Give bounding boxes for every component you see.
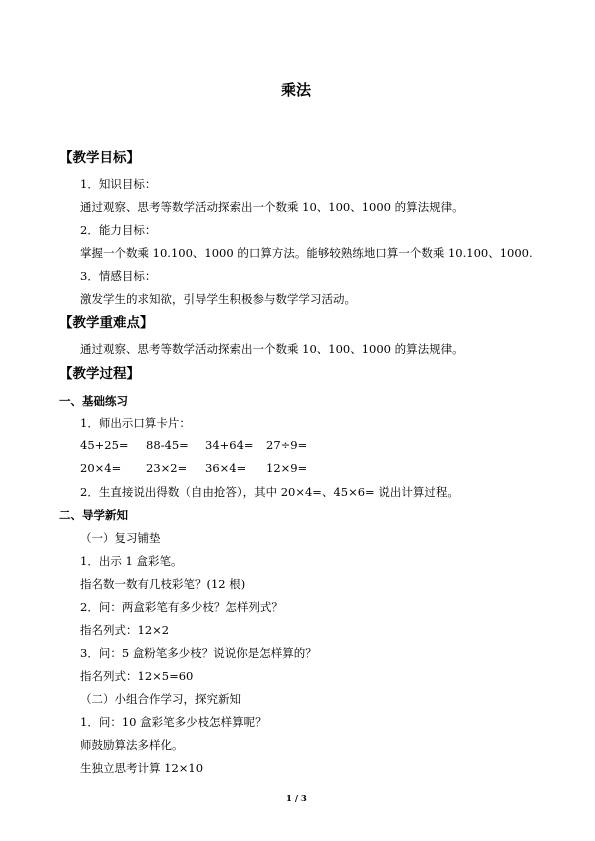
goal-line: 激发学生的求知欲，引导学生积极参与数学学习活动。 (80, 292, 356, 306)
practice-intro: 1．师出示口算卡片： (80, 416, 191, 430)
section-heading-goals: 【教学目标】 (59, 150, 140, 166)
mental-math-card: 45+25= (80, 438, 129, 452)
practice-line: 2．生直接说出得数（自由抢答），其中 20×4=、45×6= 说出计算过程。 (80, 485, 459, 499)
process-line: 师鼓励算法多样化。 (80, 738, 184, 752)
goal-line: 掌握一个数乘 10.100、1000 的口算方法。能够较熟练地口算一个数乘 10.100、1000. (80, 246, 533, 260)
mental-math-card: 27÷9= (266, 438, 308, 452)
page-number: 1 / 3 (286, 794, 307, 804)
process-line: （二）小组合作学习，探究新知 (80, 692, 241, 706)
section-heading-process: 【教学过程】 (59, 366, 140, 382)
goal-line: 通过观察、思考等数学活动探索出一个数乘 10、100、1000 的算法规律。 (80, 200, 464, 214)
process-line: 3．问：5 盒粉笔多少枝？说说你是怎样算的？ (80, 646, 317, 660)
subheading-new-knowledge: 二、导学新知 (59, 508, 128, 522)
process-line: 指名列式：12×5=60 (80, 669, 194, 683)
process-line: 2．问：两盒彩笔有多少枝？怎样列式？ (80, 600, 283, 614)
mental-math-card: 36×4= (205, 461, 247, 475)
process-line: 1．问：10 盒彩笔多少枝怎样算呢？ (80, 715, 267, 729)
process-line: 指名列式：12×2 (80, 623, 170, 637)
process-line: 生独立思考计算 12×10 (80, 761, 204, 775)
mental-math-card: 23×2= (146, 461, 188, 475)
process-line: 指名数一数有几枝彩笔？(12 根) (80, 577, 246, 591)
key-point-line: 通过观察、思考等数学活动探索出一个数乘 10、100、1000 的算法规律。 (80, 342, 464, 356)
goal-line: 2．能力目标： (80, 223, 157, 237)
mental-math-card: 34+64= (205, 438, 254, 452)
page-title: 乘法 (281, 81, 312, 99)
section-heading-key-points: 【教学重难点】 (59, 315, 154, 331)
mental-math-card: 88-45= (146, 438, 189, 452)
mental-math-card: 12×9= (266, 461, 308, 475)
goal-line: 3．情感目标： (80, 269, 157, 283)
mental-math-card: 20×4= (80, 461, 122, 475)
process-line: 1．出示 1 盒彩笔。 (80, 554, 183, 568)
goal-line: 1．知识目标： (80, 177, 157, 191)
process-line: （一）复习铺垫 (80, 531, 161, 545)
subheading-basic-practice: 一、基础练习 (59, 394, 128, 408)
